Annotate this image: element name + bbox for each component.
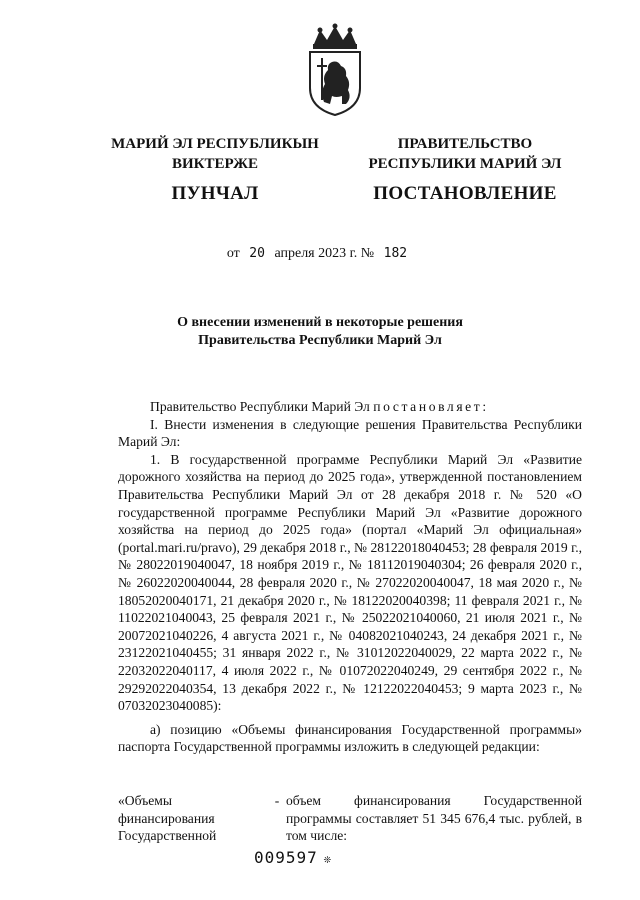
serial-mark-icon: ❊ bbox=[323, 852, 333, 866]
item-1-paragraph: I. Внести изменения в следующие решения Правительства Республики Марий Эл: bbox=[118, 416, 582, 450]
date-rest: апреля 2023 г. № bbox=[274, 246, 375, 261]
header-left-block bbox=[95, 134, 335, 204]
header-right-line1: ПРАВИТЕЛЬСТВО bbox=[397, 136, 533, 152]
item-1-1-paragraph: 1. В государственной программе Республики Марий Эл «Развитие дорожного хозяйства на период до 2025 года», утвержденной постановлением Правительства Республики Марий Эл от 28 декабря 2018 г. № 520 «О государственной программе Республики Марий Эл «Развитие дорожного хозяйства на период до 2025 года» (портал «Марий Эл официальная» (portal.mari.ru/pravo), 29 декабря 2018 г., № 28122018040453; 28 февраля 2019 г., № 28022019040047, 18 ноября 2019 г., № 18112019040304; 26 февраля 2020 г., № 26022020040044, 28 февраля 2020 г., № 27022020040047, 18 мая 2020 г., № 18052020040171, 21 декабря 2020 г., № 18122020040398; 11 февраля 2021 г., № 11022021040043, 25 февраля 2021 г., № 25022021040060, 21 июля 2021 г., № 20072021040226, 4 августа 2021 г., № 04082021040243, 24 декабря 2021 г., № 23122021040455; 31 января 2022 г., № 31012022040029, 22 марта 2022 г., № 22032022040117, 4 июля 2022 г., № 01072022040249, 29 сентября 2022 г., № 29292022040354, 13 декабря 2022 г., № 12122022040453; 9 марта 2023 г., № 07032023040085): bbox=[118, 451, 582, 714]
decree-number: 182 bbox=[383, 246, 408, 261]
decree-subject bbox=[0, 314, 640, 350]
intro-text: Правительство Республики Марий Эл bbox=[150, 399, 374, 414]
passport-table bbox=[118, 792, 582, 845]
header-left-line1: МАРИЙ ЭЛ РЕСПУБЛИКЫН bbox=[111, 136, 319, 152]
header-left-line2: ВИКТЕРЖЕ bbox=[171, 156, 259, 172]
intro-resolves: постановляет: bbox=[373, 399, 489, 414]
serial-number bbox=[254, 848, 332, 867]
header-right-line2: РЕСПУБЛИКИ МАРИЙ ЭЛ bbox=[368, 156, 562, 172]
item-a-paragraph: а) позицию «Объемы финансирования Государственной программы» паспорта Государственной программы изложить в следующей редакции: bbox=[118, 721, 582, 755]
table-cell-title: «Объемы финансирования Государственной bbox=[118, 793, 217, 844]
date-line bbox=[0, 246, 640, 262]
subject-line2: Правительства Республики Марий Эл bbox=[198, 333, 442, 348]
coat-of-arms-icon bbox=[300, 22, 370, 118]
header-right-doc-type: ПОСТАНОВЛЕНИЕ bbox=[373, 183, 557, 204]
header-right-block bbox=[345, 134, 585, 204]
serial-number-text: 009597 bbox=[254, 848, 318, 867]
intro-paragraph bbox=[118, 398, 582, 416]
table-cell-dash: - bbox=[274, 793, 280, 808]
date-day: 20 bbox=[249, 246, 265, 261]
table-row bbox=[118, 792, 582, 845]
header-left-doc-type: ПУНЧАЛ bbox=[171, 183, 259, 204]
table-cell-value: объем финансирования Государственной программы составляет 51 345 676,4 тыс. рублей, в том числе: bbox=[286, 793, 582, 844]
date-prefix: от bbox=[226, 246, 240, 261]
decree-body bbox=[118, 398, 582, 756]
subject-line1: О внесении изменений в некоторые решения bbox=[177, 315, 463, 330]
